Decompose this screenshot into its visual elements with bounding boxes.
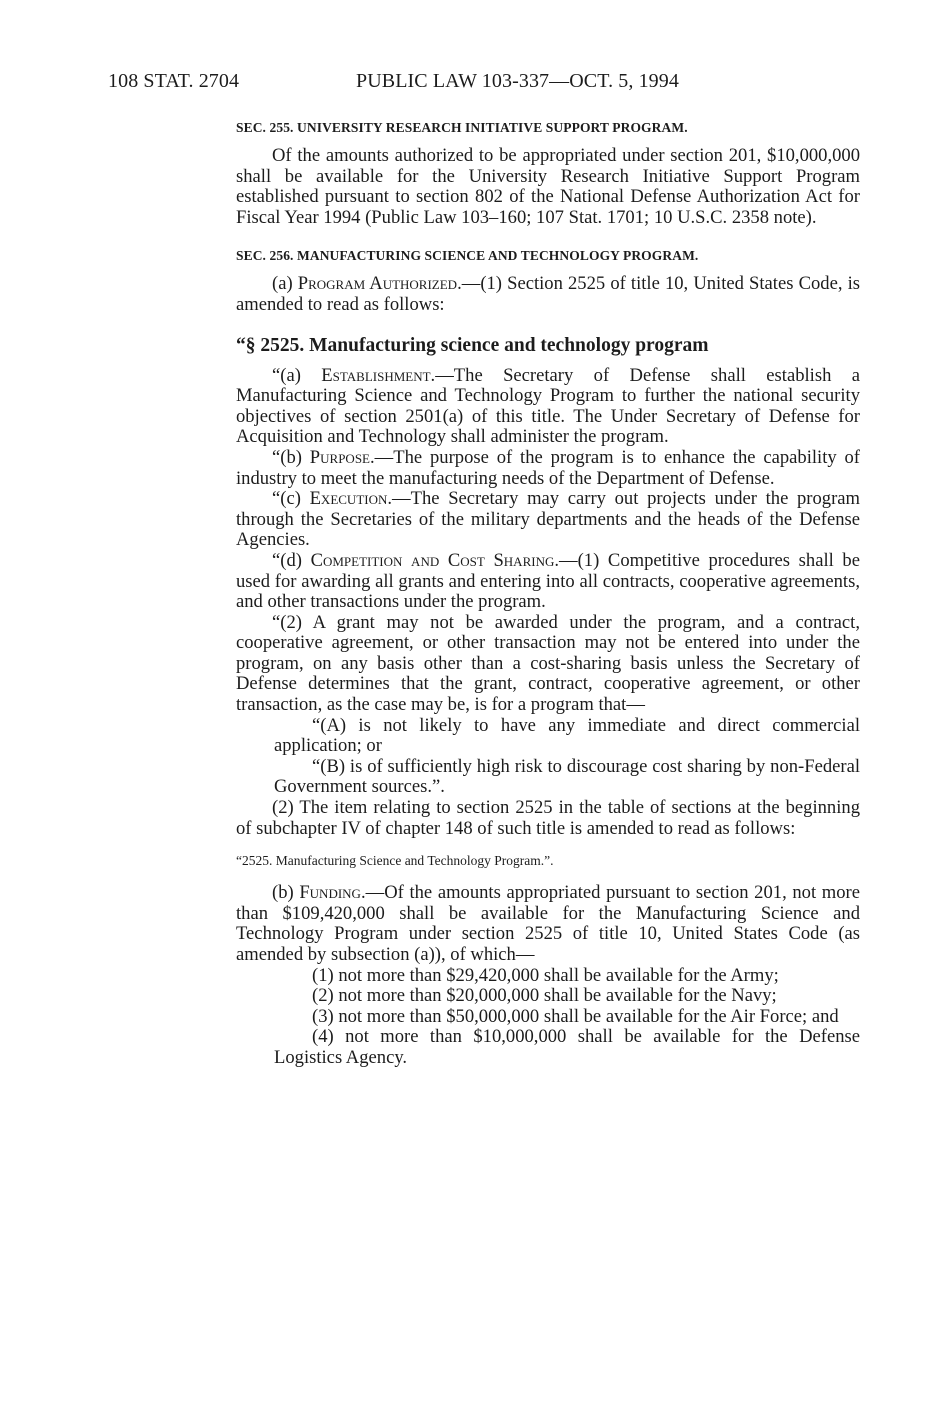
sec-255-heading: SEC. 255. UNIVERSITY RESEARCH INITIATIVE SUPPORT PROGRAM. <box>236 120 688 135</box>
section-2525-b-purpose: “(b) Purpose.—The purpose of the program is to enhance the capability of industry to meet the manufacturing needs of the Department of Defense. <box>236 446 860 489</box>
funding-item-navy: (2) not more than $20,000,000 shall be available for the Navy; <box>312 985 777 1007</box>
section-2525-d-2-B: “(B) is of sufficiently high risk to discourage cost sharing by non-Federal Government sources.”. <box>274 755 860 798</box>
funding-item-defense-logistics: (4) not more than $10,000,000 shall be available for the Defense Logistics Agency. <box>274 1026 860 1068</box>
section-2525-a-establishment: “(a) Establishment.—The Secretary of Defense shall establish a Manufacturing Science and Technology Program to further the national security objectives of section 2501(a) of this title. The Under Secretary of Defense for Acquisition and Technology shall administer the program. <box>236 364 861 448</box>
section-2525-c-execution: “(c) Execution.—The Secretary may carry out projects under the program through the Secretaries of the military departments and the heads of the Defense Agencies. <box>236 488 860 551</box>
section-2525-d-paragraph-2: “(2) A grant may not be awarded under the program, and a contract, cooperative agreement, or other transaction may not be entered into under the program, on any basis other than a cost-sharing basis unless the Secretary of Defense determines that the grant, contract, cooperative agreement, or other transaction, as the case may be, is for a program that— <box>236 611 860 716</box>
sec-255-text: Of the amounts authorized to be appropriated under section 201, $10,000,000 shall be available for the University Research Initiative Support Program established pursuant to section 802 of the National Defense Authorization Act for Fiscal Year 1994 (Public Law 103–160; 107 Stat. 1701; 10 U.S.C. 2358 note). <box>236 145 860 228</box>
section-2525-d-competition: “(d) Competition and Cost Sharing.—(1) Competitive procedures shall be used for awarding all grants and entering into all contracts, cooperative agreements, and other transactions under the program. <box>236 549 860 613</box>
section-2525-d-2-A: “(A) is not likely to have any immediate and direct commercial application; or <box>274 714 860 757</box>
table-of-sections-entry: “2525. Manufacturing Science and Technology Program.”. <box>236 853 554 869</box>
public-law-title: PUBLIC LAW 103-337—OCT. 5, 1994 <box>356 70 679 92</box>
subsection-a-paragraph-2: (2) The item relating to section 2525 in the table of sections at the beginning of subchapter IV of chapter 148 of such title is amended to read as follows: <box>236 797 860 839</box>
sec-256-heading: SEC. 256. MANUFACTURING SCIENCE AND TECHNOLOGY PROGRAM. <box>236 248 699 264</box>
funding-item-army: (1) not more than $29,420,000 shall be available for the Army; <box>312 964 779 986</box>
document-body <box>236 118 860 1069</box>
page-header <box>108 70 748 96</box>
section-2525-title: “§ 2525. Manufacturing science and technology program <box>236 334 709 356</box>
subsection-a-program-authorized: (a) Program Authorized.—(1) Section 2525 of title 10, United States Code, is amended to read as follows: <box>236 273 860 315</box>
subsection-b-funding: (b) Funding.—Of the amounts appropriated pursuant to section 201, not more than $109,420,000 shall be available for the Manufacturing Science and Technology Program under section 2525 of title 10, United States Code (as amended by subsection (a)), of which— <box>236 882 860 965</box>
statute-citation: 108 STAT. 2704 <box>108 70 240 92</box>
funding-item-air-force: (3) not more than $50,000,000 shall be available for the Air Force; and <box>312 1005 839 1027</box>
